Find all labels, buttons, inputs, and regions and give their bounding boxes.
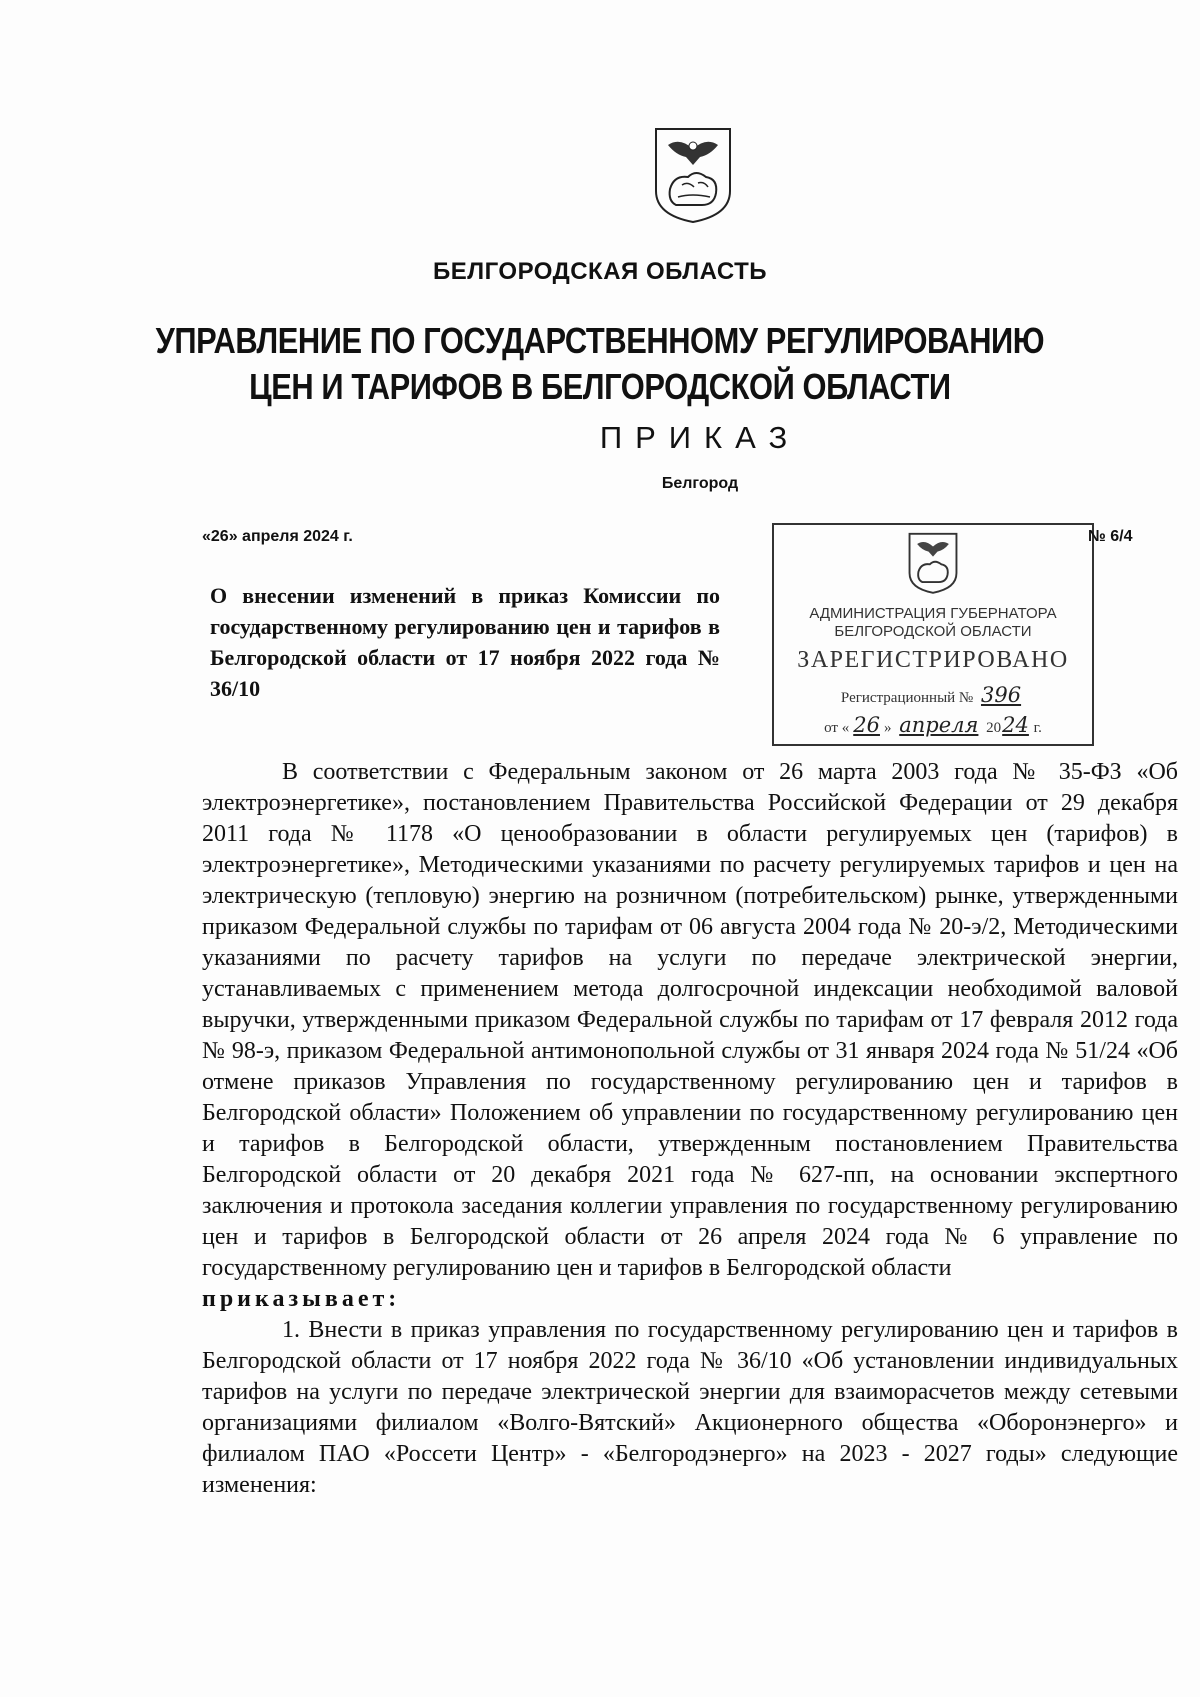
stamp-date-line bbox=[774, 713, 1092, 737]
stamp-org-line2: БЕЛГОРОДСКОЙ ОБЛАСТИ bbox=[834, 623, 1032, 640]
order-subject: О внесении изменений в приказ Комиссии по государственному регулированию цен и тарифов в Белгородской области от 17 ноября 2022 года № 36/10 bbox=[210, 583, 720, 701]
stamp-org-line1: АДМИНИСТРАЦИЯ ГУБЕРНАТОРА bbox=[809, 605, 1057, 622]
stamp-date-day: 26 bbox=[853, 713, 880, 737]
preamble-text: В соответствии с Федеральным законом от 26 марта 2003 года № 35-ФЗ «Об электроэнергетике», постановлением Правительства Российской Федерации от 29 декабря 2011 года № 1178 «О ценообразовании в области регулируемых цен (тарифов) в электроэнергетике», Методическими указаниями по расчету регулируемых тарифов и цен на электрическую (тепловую) энергию на розничном (потребительском) рынке, утвержденными приказом Федеральной службы по тарифам от 06 августа 2004 года № 20-э/2, Методическими указаниями по расчету тарифов на услуги по передаче электрической энергии, устанавливаемых с применением метода долгосрочной индексации необходимой валовой выручки, утвержденными приказом Федеральной службы по тарифам от 17 февраля 2012 года № 98-э, приказом Федеральной антимонопольной службы от 31 января 2024 года № 51/24 «Об отмене приказов Управления по государственному регулированию цен и тарифов в Белгородской области» Положением об управлении по государственному регулированию цен и тарифов в Белгородской области, утвержденным постановлением Правительства Белгородской области от 20 декабря 2021 года № 627-пп, на основании экспертного заключения и протокола заседания коллегии управления по государственному регулированию цен и тарифов в Белгородской области от 26 апреля 2024 года № 6 управление по государственному регулированию цен и тарифов в Белгородской области bbox=[202, 759, 1178, 1281]
stamp-date-prefix: от « bbox=[824, 720, 850, 736]
coat-of-arms-emblem bbox=[652, 125, 734, 225]
stamp-date-month: апреля bbox=[899, 713, 979, 737]
stamp-reg-label: Регистрационный № bbox=[840, 690, 974, 706]
stamp-year-prefix: 20 bbox=[986, 720, 1002, 736]
city: Белгород bbox=[661, 475, 739, 492]
order-number: № 6/4 bbox=[1088, 528, 1133, 545]
agency-title bbox=[0, 318, 1200, 410]
stamp-year-suffix: 24 bbox=[1002, 713, 1029, 737]
stamp-date-mid: » bbox=[883, 720, 892, 736]
region-title: БЕЛГОРОДСКАЯ ОБЛАСТЬ bbox=[433, 258, 767, 285]
orders-keyword: приказывает: bbox=[202, 1286, 401, 1312]
registration-stamp bbox=[772, 523, 1094, 746]
document-type: ПРИКАЗ bbox=[599, 420, 801, 455]
stamp-year-end: г. bbox=[1033, 720, 1042, 736]
order-date: «26» апреля 2024 г. bbox=[202, 528, 353, 545]
stamp-reg-number: 396 bbox=[980, 683, 1022, 707]
stamp-reg-number-line bbox=[774, 683, 1092, 707]
agency-title-line2: ЦЕН И ТАРИФОВ В БЕЛГОРОДСКОЙ ОБЛАСТИ bbox=[249, 366, 951, 407]
order-body bbox=[202, 757, 1178, 1501]
body-paragraph-item-1: 1. Внести в приказ управления по государственному регулированию цен и тарифов в Белгородской области от 17 ноября 2022 года № 36/10 «Об установлении индивидуальных тарифов на услуги по передаче электрической энергии для взаиморасчетов между сетевыми организациями филиалом «Волго-Вятский» Акционерного общества «Оборонэнерго» и филиалом ПАО «Россети Центр» - «Белгородэнерго» на 2023 - 2027 годы» следующие изменения: bbox=[202, 1317, 1178, 1498]
stamp-emblem-icon bbox=[907, 531, 959, 595]
stamp-registered-label: ЗАРЕГИСТРИРОВАНО bbox=[797, 647, 1069, 673]
stamp-organization bbox=[774, 605, 1092, 641]
body-paragraph-preamble bbox=[202, 757, 1178, 1315]
agency-title-line1: УПРАВЛЕНИЕ ПО ГОСУДАРСТВЕННОМУ РЕГУЛИРОВАНИЮ bbox=[155, 320, 1045, 361]
